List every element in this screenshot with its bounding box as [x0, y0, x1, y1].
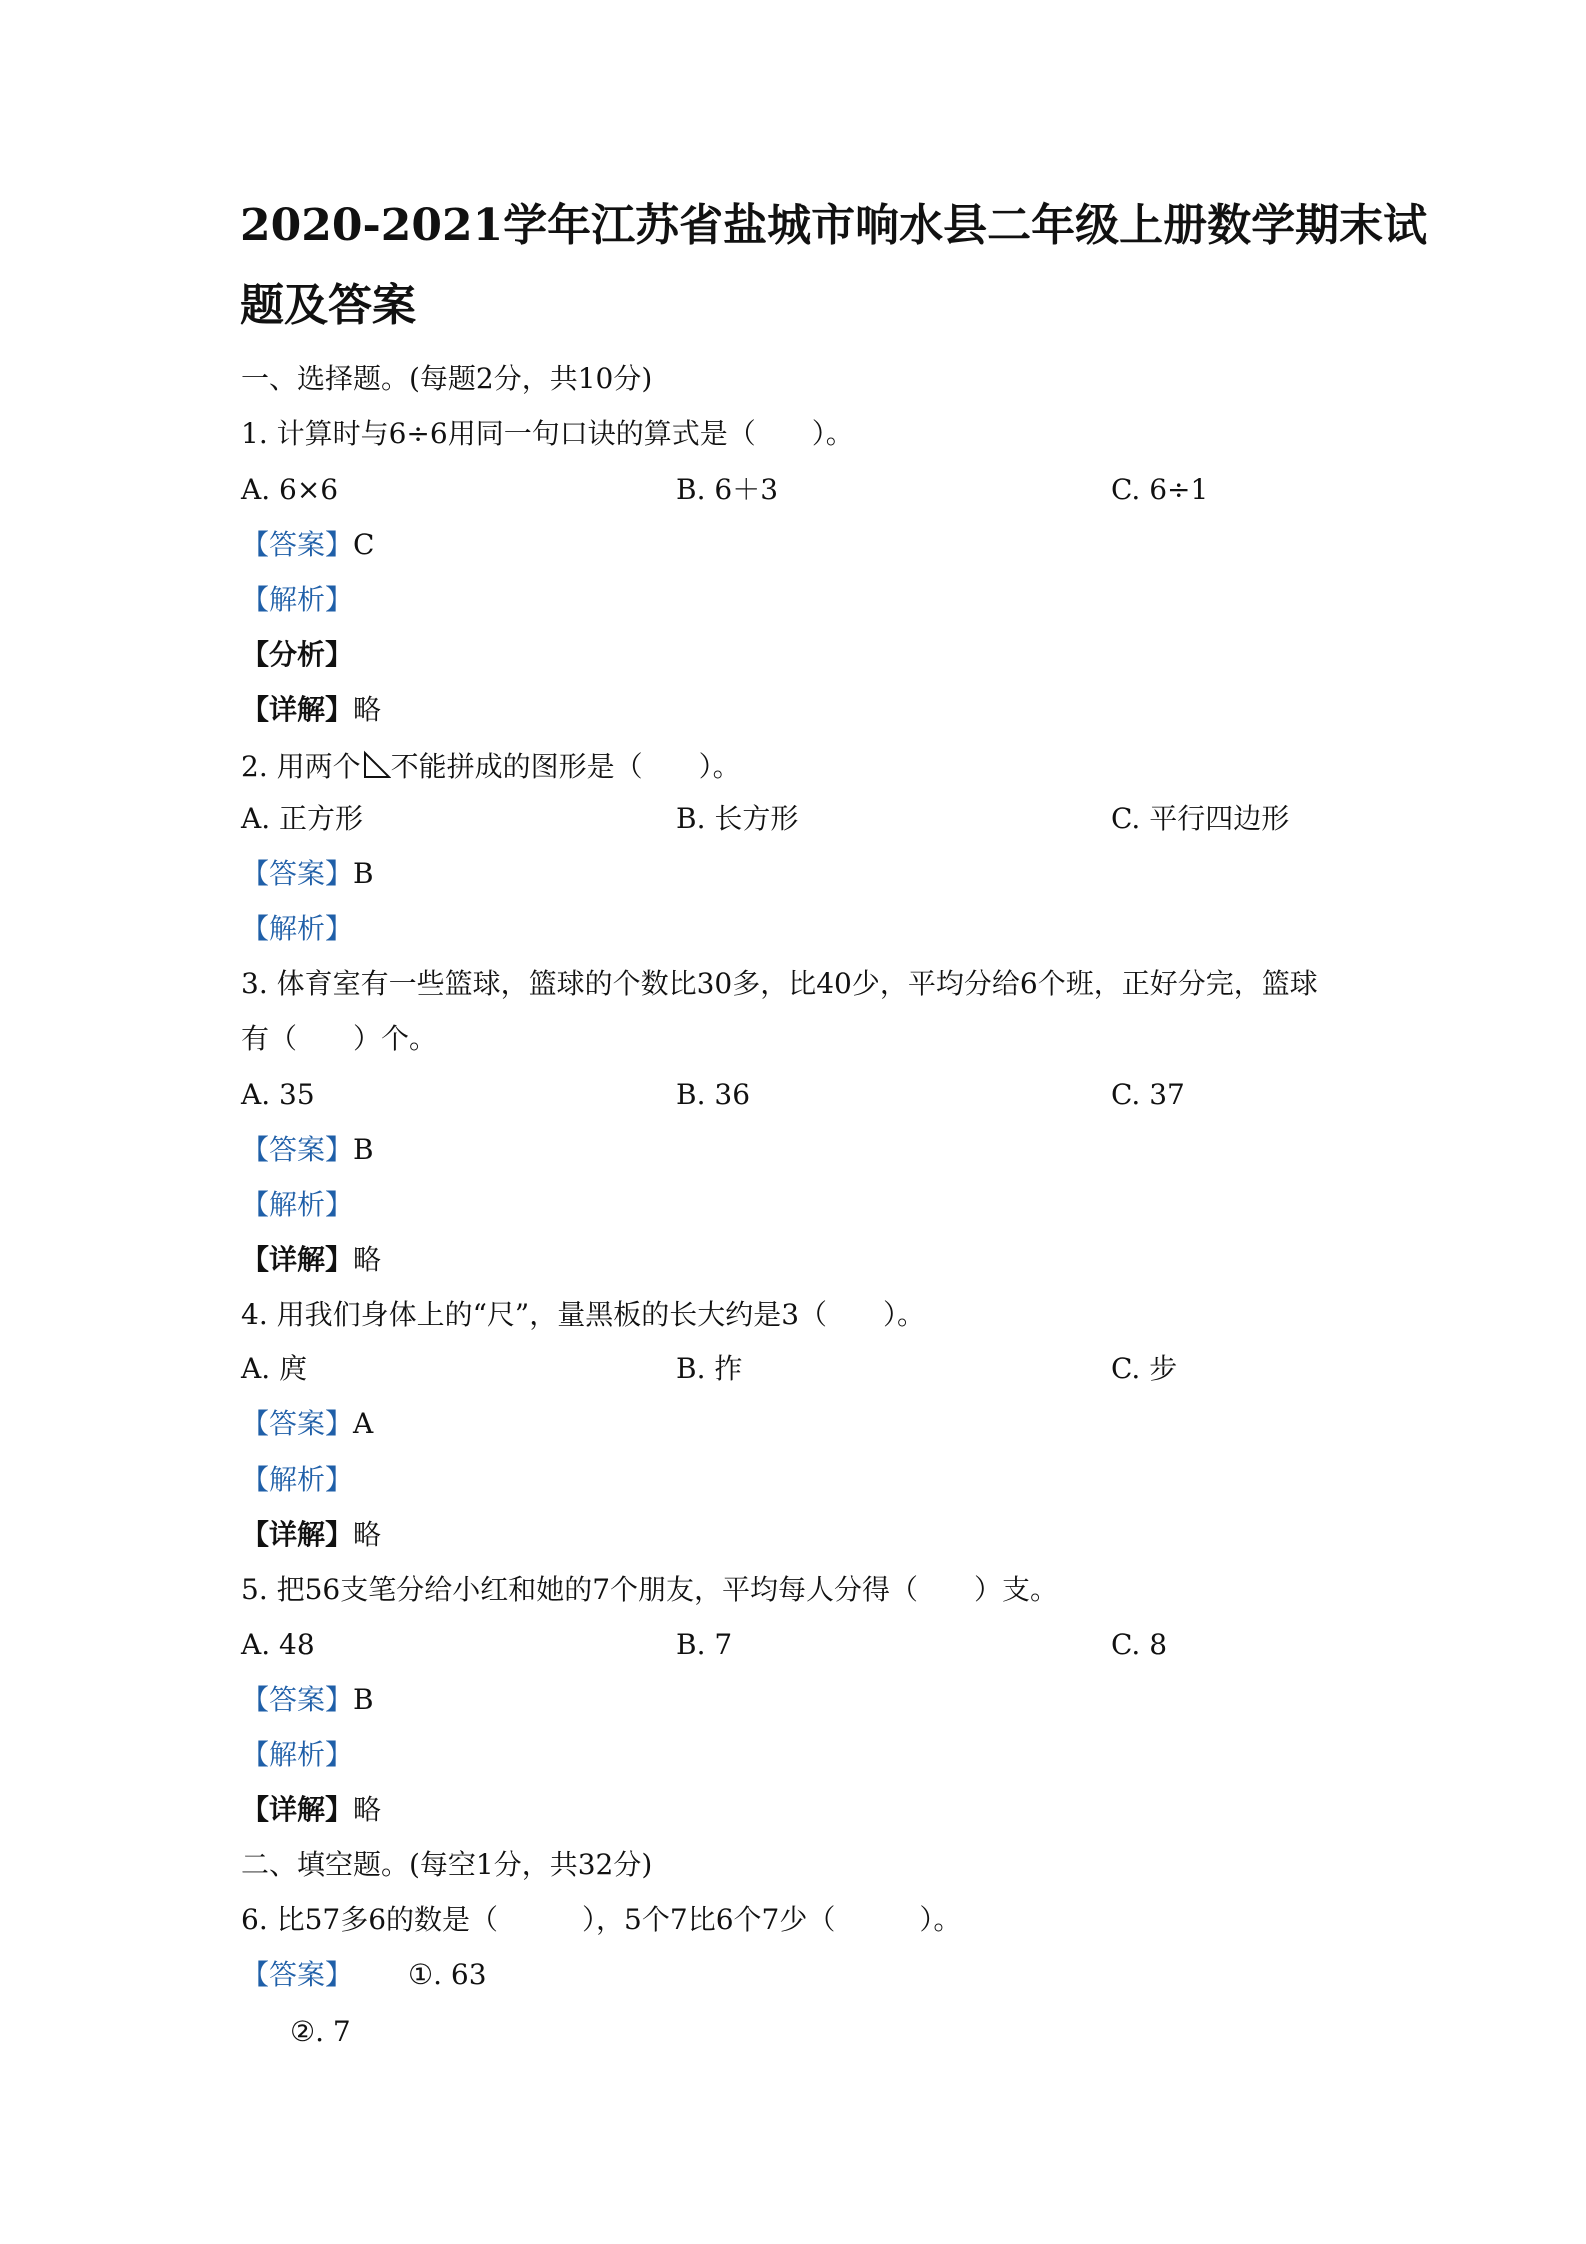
- question-1-option-b: B. 6＋3: [676, 473, 779, 506]
- question-6-answer-2: ②. 7: [290, 2015, 351, 2048]
- question-6-stem: 6. 比57多6的数是（ ），5个7比6个7少（ ）。: [241, 1903, 962, 1936]
- question-6-answer: [241, 1958, 354, 1991]
- question-4-option-b: B. 拃: [676, 1352, 743, 1385]
- question-1-option-a: A. 6×6: [241, 473, 339, 506]
- question-2-option-b: B. 长方形: [676, 802, 799, 835]
- detail-value: 略: [353, 1243, 382, 1276]
- analysis-tag: 【解析】: [241, 1463, 354, 1496]
- question-5-option-a: A. 48: [241, 1628, 315, 1661]
- detail-value: 略: [353, 693, 382, 726]
- detail-value: 略: [353, 1793, 382, 1826]
- analysis-tag: 【解析】: [241, 1738, 354, 1771]
- section-heading-fill: 二、填空题。(每空1分，共32分): [241, 1848, 653, 1881]
- document-title-line1: 2020-2021学年江苏省盐城市响水县二年级上册数学期末试: [240, 200, 1428, 251]
- question-3-option-b: B. 36: [676, 1078, 751, 1111]
- question-2-answer: [241, 857, 374, 890]
- question-3-option-c: C. 37: [1111, 1078, 1185, 1111]
- question-5-stem: 5. 把56支笔分给小红和她的7个朋友，平均每人分得（ ）支。: [241, 1573, 1059, 1606]
- question-2-stem-before: 2. 用两个: [241, 750, 361, 783]
- detail-tag: 【详解】: [241, 1243, 354, 1276]
- detail-tag: 【详解】: [241, 693, 354, 726]
- question-3-answer: [241, 1133, 374, 1166]
- question-2-stem: [241, 750, 741, 781]
- analysis-tag: 【解析】: [241, 583, 354, 616]
- question-5-option-b: B. 7: [676, 1628, 733, 1661]
- question-1-stem: 1. 计算时与6÷6用同一句口诀的算式是（ ）。: [241, 417, 854, 450]
- question-5-detail: [241, 1793, 382, 1826]
- answer-tag: 【答案】: [241, 528, 354, 561]
- answer-value: C: [353, 528, 375, 561]
- question-1-detail: [241, 693, 382, 726]
- detail-tag: 【详解】: [241, 1518, 354, 1551]
- question-2-option-c: C. 平行四边形: [1111, 802, 1290, 835]
- question-4-detail: [241, 1518, 382, 1551]
- question-5-answer: [241, 1683, 374, 1716]
- question-2-option-a: A. 正方形: [241, 802, 364, 835]
- question-1-option-c: C. 6÷1: [1111, 473, 1209, 506]
- question-4-stem: 4. 用我们身体上的“尺”，量黑板的长大约是3（ ）。: [241, 1298, 926, 1331]
- question-4-answer: [241, 1407, 374, 1440]
- question-1-fenxi: [241, 638, 354, 671]
- question-2-analysis: [241, 912, 354, 945]
- answer-tag: 【答案】: [241, 857, 354, 890]
- right-triangle-icon: [361, 750, 391, 780]
- question-4-analysis: [241, 1463, 354, 1496]
- answer-tag: 【答案】: [241, 1683, 354, 1716]
- fenxi-tag: 【分析】: [241, 638, 354, 671]
- question-4-option-a: A. 庹: [241, 1352, 308, 1385]
- question-1-analysis: [241, 583, 354, 616]
- section-heading-choice: 一、选择题。(每题2分，共10分): [241, 362, 653, 395]
- question-3-detail: [241, 1243, 382, 1276]
- answer-value: A: [353, 1407, 374, 1440]
- question-1-answer: [241, 528, 375, 561]
- question-5-analysis: [241, 1738, 354, 1771]
- question-2-stem-after: 不能拼成的图形是（ ）。: [390, 750, 741, 783]
- detail-tag: 【详解】: [241, 1793, 354, 1826]
- question-5-option-c: C. 8: [1111, 1628, 1168, 1661]
- answer-value: B: [353, 857, 374, 890]
- question-6-answer-1: ①. 63: [408, 1958, 487, 1991]
- analysis-tag: 【解析】: [241, 1188, 354, 1221]
- answer-value: B: [353, 1133, 374, 1166]
- question-3-stem-line1: 3. 体育室有一些篮球，篮球的个数比30多，比40少，平均分给6个班，正好分完，篮球: [241, 967, 1318, 1000]
- answer-tag: 【答案】: [241, 1407, 354, 1440]
- detail-value: 略: [353, 1518, 382, 1551]
- question-3-analysis: [241, 1188, 354, 1221]
- question-3-stem-line2: 有（ ）个。: [241, 1022, 438, 1055]
- question-3-option-a: A. 35: [241, 1078, 315, 1111]
- answer-value: B: [353, 1683, 374, 1716]
- document-title-line2: 题及答案: [240, 280, 416, 331]
- answer-tag: 【答案】: [241, 1133, 354, 1166]
- question-4-option-c: C. 步: [1111, 1352, 1178, 1385]
- analysis-tag: 【解析】: [241, 912, 354, 945]
- answer-tag: 【答案】: [241, 1958, 354, 1991]
